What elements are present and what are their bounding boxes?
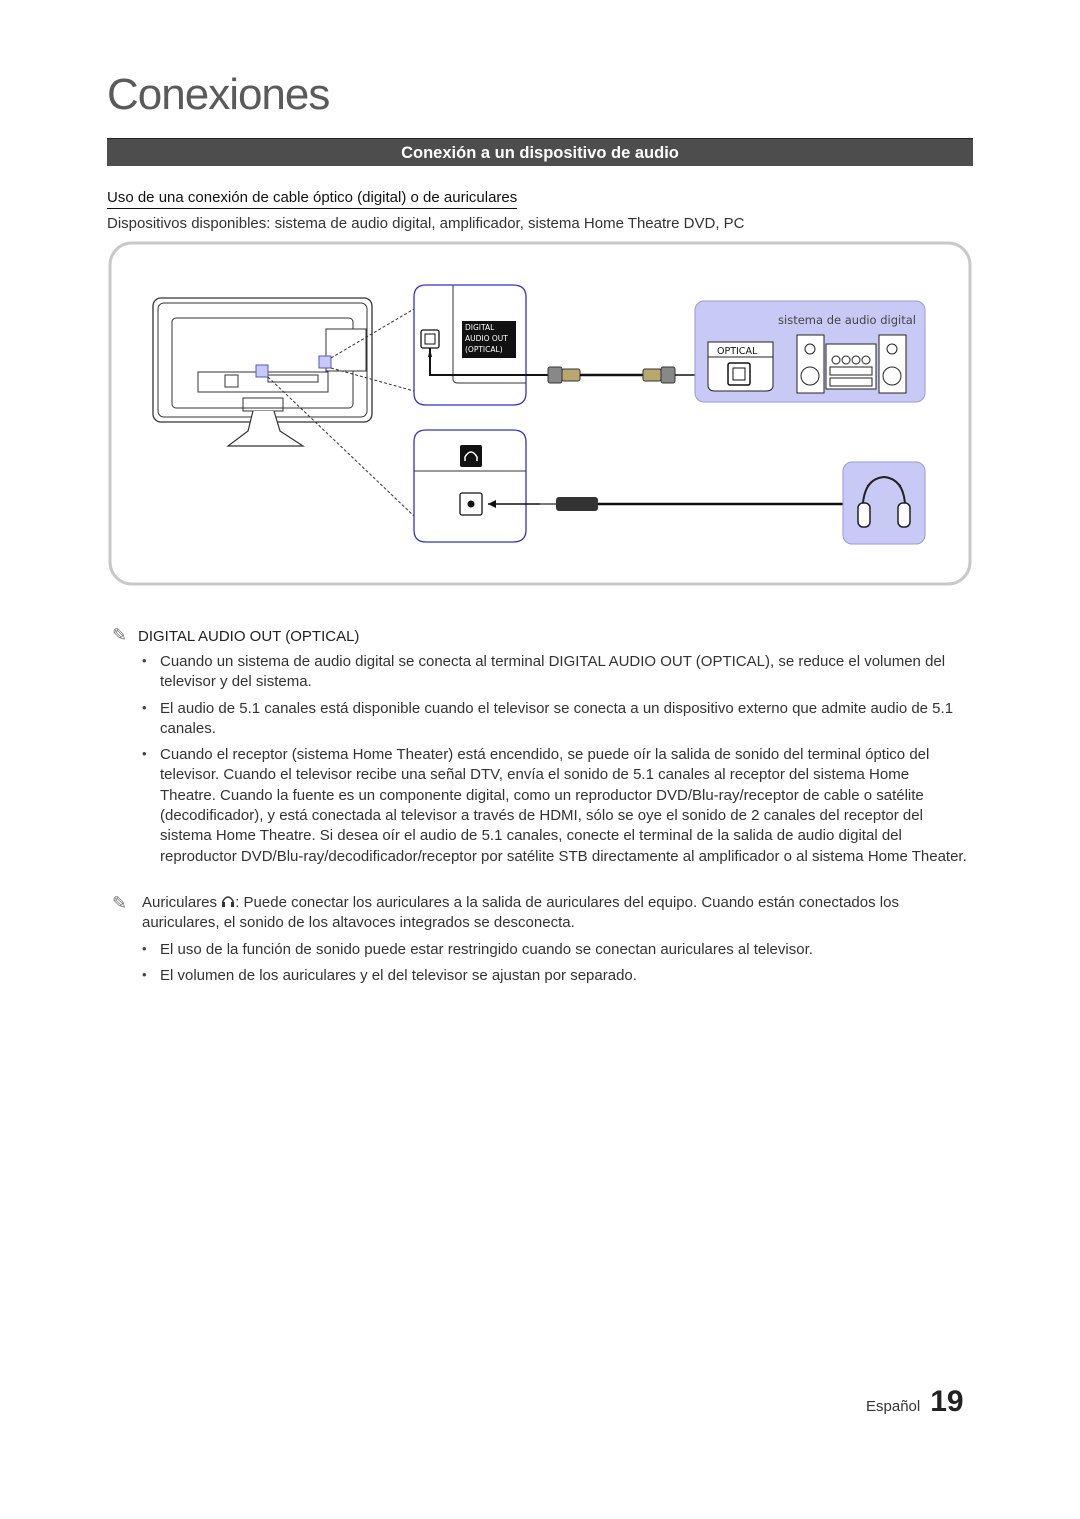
headphones-icon (221, 894, 235, 908)
optical-bullets (142, 652, 968, 873)
optical-note-heading (112, 625, 359, 646)
optical-label: OPTICAL (717, 346, 758, 357)
headphones-bullets (142, 940, 968, 993)
pen-note-icon: ✎ (112, 625, 128, 645)
list-item: • Cuando el receptor (sistema Home Theater) está encendido, se puede oír la salida de sonido del terminal óptico del televisor. Cuando el televisor recibe una señal DTV, envía el sonido de 5.1 canales al receptor del sistema Home Theatre. Cuando la fuente es un componente digital, como un reproductor DVD/Blu-ray/receptor de cable o satélite (decodificador), y está conectada al televisor a través de HDMI, sólo se oye el sonido de 2 canales del receptor del sistema Home Theatre. Si desea oír el audio de 5.1 canales, conecte el terminal de la salida de audio digital del reproductor DVD/Blu-ray/decodificador/receptor por satélite STB directamente al amplificador o al sistema Home Theater. (142, 746, 967, 865)
footer-language: Español (866, 1398, 921, 1415)
port-label-optical: (OPTICAL) (465, 345, 503, 354)
section-heading: Conexión a un dispositivo de audio (107, 138, 973, 166)
connection-diagram (108, 241, 972, 586)
optical-port-icon (421, 330, 439, 348)
port-label-audio-out: AUDIO OUT (465, 334, 508, 343)
headphones-text: : Puede conectar los auriculares a la salida de auriculares del equipo. Cuando están conectados los auriculares, el sonido de los altavoces integrados se desconecta. (142, 894, 899, 932)
audio-system-label: sistema de audio digital (778, 313, 916, 327)
list-item: • Cuando un sistema de audio digital se conecta al terminal DIGITAL AUDIO OUT (OPTICAL), se reduce el volumen del televisor y del sistema. (142, 653, 946, 691)
page-footer (866, 1385, 964, 1419)
available-devices-text: Dispositivos disponibles: sistema de audio digital, amplificador, sistema Home Theatre DVD, PC (107, 215, 745, 232)
headphone-port-panel (414, 430, 526, 542)
headphones-note (112, 893, 968, 934)
list-item: • El uso de la función de sonido puede estar restringido cuando se conectan auriculares al televisor. (142, 941, 813, 958)
digital-audio-system (695, 301, 925, 402)
headphones-label: Auriculares (142, 894, 218, 911)
pen-note-icon: ✎ (112, 893, 128, 913)
page-title: Conexiones (107, 70, 330, 119)
subheading: Uso de una conexión de cable óptico (digital) o de auriculares (107, 189, 517, 209)
headphones-illustration (843, 462, 925, 544)
list-item: • El audio de 5.1 canales está disponible cuando el televisor se conecta a un dispositivo externo que admite audio de 5.1 canales. (142, 699, 954, 737)
list-item: • El volumen de los auriculares y el del televisor se ajustan por separado. (142, 967, 637, 985)
optical-note-heading-text: DIGITAL AUDIO OUT (OPTICAL) (138, 628, 360, 645)
port-label-digital: DIGITAL (465, 323, 495, 332)
page-number: 19 (930, 1385, 964, 1418)
